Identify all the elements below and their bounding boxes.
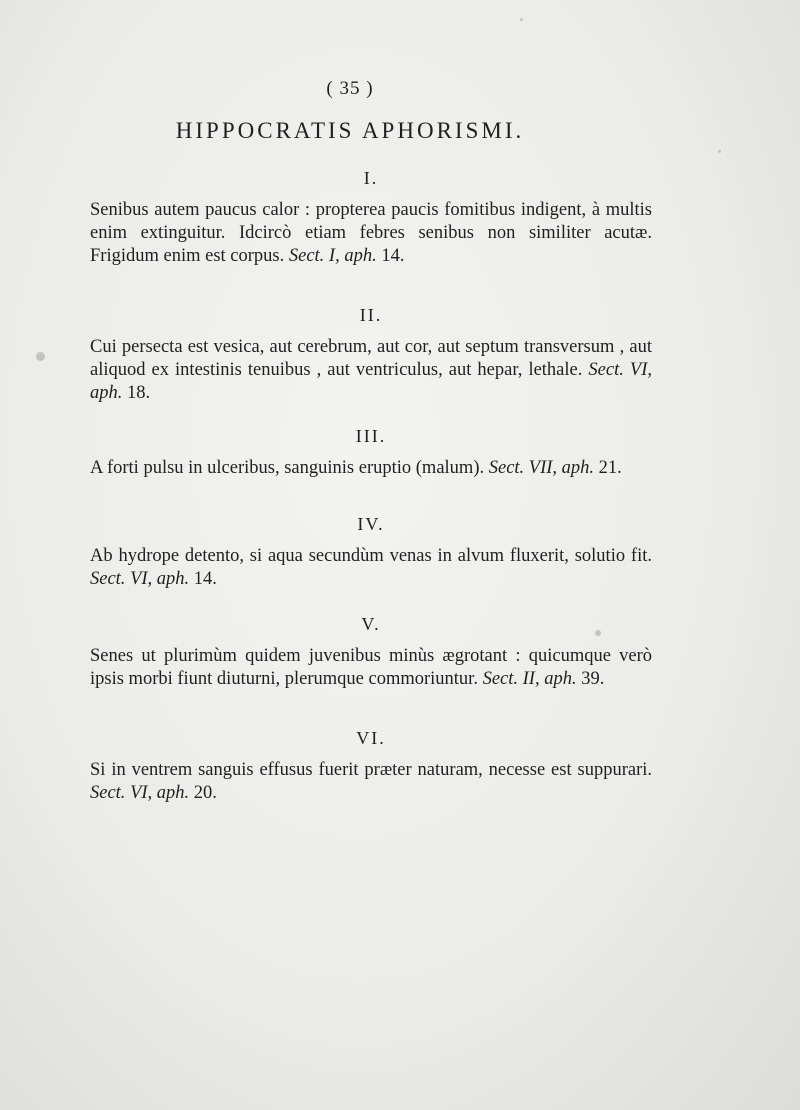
- reference-aph: , aph.: [534, 669, 582, 689]
- aphorism-body: Ab hydrope detento, si aqua secundùm venas in alvum fluxerit, solutio fit.: [90, 546, 652, 566]
- aphorism-text: [90, 457, 652, 480]
- aphorism-numeral: V.: [361, 614, 381, 634]
- page-number: ( 35 ): [326, 78, 374, 99]
- reference-sect: Sect.: [90, 569, 131, 589]
- reference-sect: Sect.: [288, 246, 329, 266]
- aphorism-numeral: II.: [359, 305, 383, 325]
- aphorism-text: [90, 336, 652, 405]
- reference-sect: Sect.: [588, 360, 630, 380]
- paper-speck: [36, 352, 45, 361]
- aphorism-numeral: VI.: [356, 728, 386, 748]
- aphorism-body: A forti pulsu in ulceribus, sanguinis eruptio (malum).: [90, 458, 489, 478]
- aphorism-text: [90, 545, 652, 591]
- reference-aph: , aph.: [147, 569, 194, 589]
- reference-aph: , aph.: [552, 458, 599, 478]
- reference-sect-number: I: [328, 246, 336, 266]
- paper-speck: [718, 150, 721, 153]
- aphorism-6: [90, 728, 652, 805]
- reference-aph: , aph.: [335, 246, 382, 266]
- aphorism-body: Senes ut plurimùm quidem juvenibus minùs ægrotant : quicumque verò ipsis morbi fiunt diuturni, plerumque commoriuntur.: [90, 646, 652, 689]
- aphorism-numeral: III.: [355, 426, 387, 446]
- reference-aph-number: 14.: [193, 569, 217, 589]
- page-title: HIPPOCRATIS APHORISMI.: [175, 118, 525, 143]
- reference-aph-number: 20.: [193, 783, 217, 803]
- aphorism-numeral: I.: [363, 168, 379, 188]
- paper-speck: [595, 630, 601, 636]
- reference-aph: , aph.: [147, 783, 194, 803]
- reference-sect: Sect.: [482, 669, 523, 689]
- aphorism-body: Cui persecta est vesica, aut cerebrum, aut cor, aut septum transversum , aut aliquod ex intestinis tenuibus , aut ventriculus, aut hepar, lethale.: [90, 337, 652, 380]
- reference-sect: Sect.: [90, 783, 131, 803]
- aphorism-text: [90, 199, 652, 268]
- reference-aph-number: 21.: [598, 458, 622, 478]
- aphorism-body: Senibus autem paucus calor : propterea paucis fomitibus indigent, à multis enim extinguitur. Idcircò etiam febres senibus non similiter acutæ. Frigidum enim est corpus.: [90, 200, 652, 266]
- reference-sect-number: VI: [629, 360, 648, 380]
- aphorism-1: [90, 168, 652, 268]
- reference-sect-number: VII: [528, 458, 553, 478]
- paper-speck: [520, 18, 523, 21]
- aphorism-2: [90, 305, 652, 405]
- aphorism-3: [90, 426, 652, 480]
- reference-sect: Sect.: [488, 458, 529, 478]
- reference-aph: , aph.: [90, 360, 652, 403]
- reference-sect-number: VI: [130, 783, 148, 803]
- aphorism-numeral: IV.: [357, 514, 385, 534]
- aphorism-5: [90, 614, 652, 691]
- reference-aph-number: 14.: [381, 246, 405, 266]
- reference-sect-number: II: [522, 669, 535, 689]
- aphorism-text: [90, 759, 652, 805]
- aphorism-text: [90, 645, 652, 691]
- reference-aph-number: 39.: [581, 669, 605, 689]
- aphorism-body: Si in ventrem sanguis effusus fuerit præter naturam, necesse est suppurari.: [90, 760, 652, 780]
- reference-sect-number: VI: [130, 569, 148, 589]
- reference-aph-number: 18.: [127, 383, 151, 403]
- aphorism-4: [90, 514, 652, 591]
